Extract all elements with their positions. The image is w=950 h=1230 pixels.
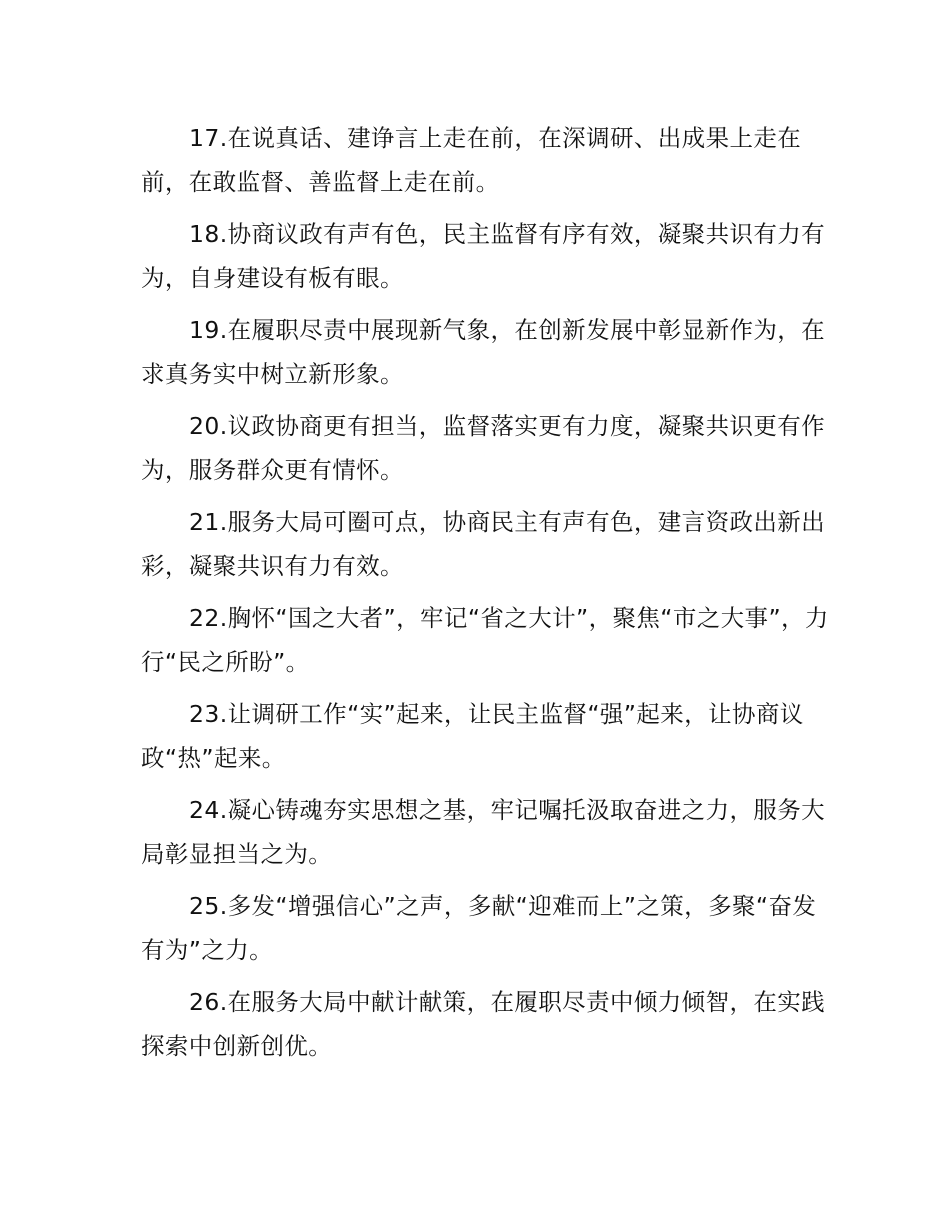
list-item: 26.在服务大局中献计献策，在履职尽责中倾力倾智，在实践探索中创新创优。	[141, 988, 826, 1060]
list-item: 20.议政协商更有担当，监督落实更有力度，凝聚共识更有作为，服务群众更有情怀。	[141, 412, 826, 484]
document-body	[141, 116, 831, 1076]
list-item: 22.胸怀“国之大者”，牢记“省之大计”，聚焦“市之大事”，力行“民之所盼”。	[141, 604, 829, 676]
list-item: 23.让调研工作“实”起来，让民主监督“强”起来，让协商议政“热”起来。	[141, 700, 804, 772]
list-item: 19.在履职尽责中展现新气象，在创新发展中彰显新作为，在求真务实中树立新形象。	[141, 316, 826, 388]
list-item: 25.多发“增强信心”之声，多献“迎难而上”之策，多聚“奋发有为”之力。	[141, 892, 817, 964]
list-item: 24.凝心铸魂夯实思想之基，牢记嘱托汲取奋进之力，服务大局彰显担当之为。	[141, 796, 826, 868]
list-item: 21.服务大局可圈可点，协商民主有声有色，建言资政出新出彩，凝聚共识有力有效。	[141, 508, 826, 580]
list-item: 17.在说真话、建诤言上走在前，在深调研、出成果上走在前，在敢监督、善监督上走在前。	[141, 124, 802, 196]
list-item: 18.协商议政有声有色，民主监督有序有效，凝聚共识有力有为，自身建设有板有眼。	[141, 220, 826, 292]
